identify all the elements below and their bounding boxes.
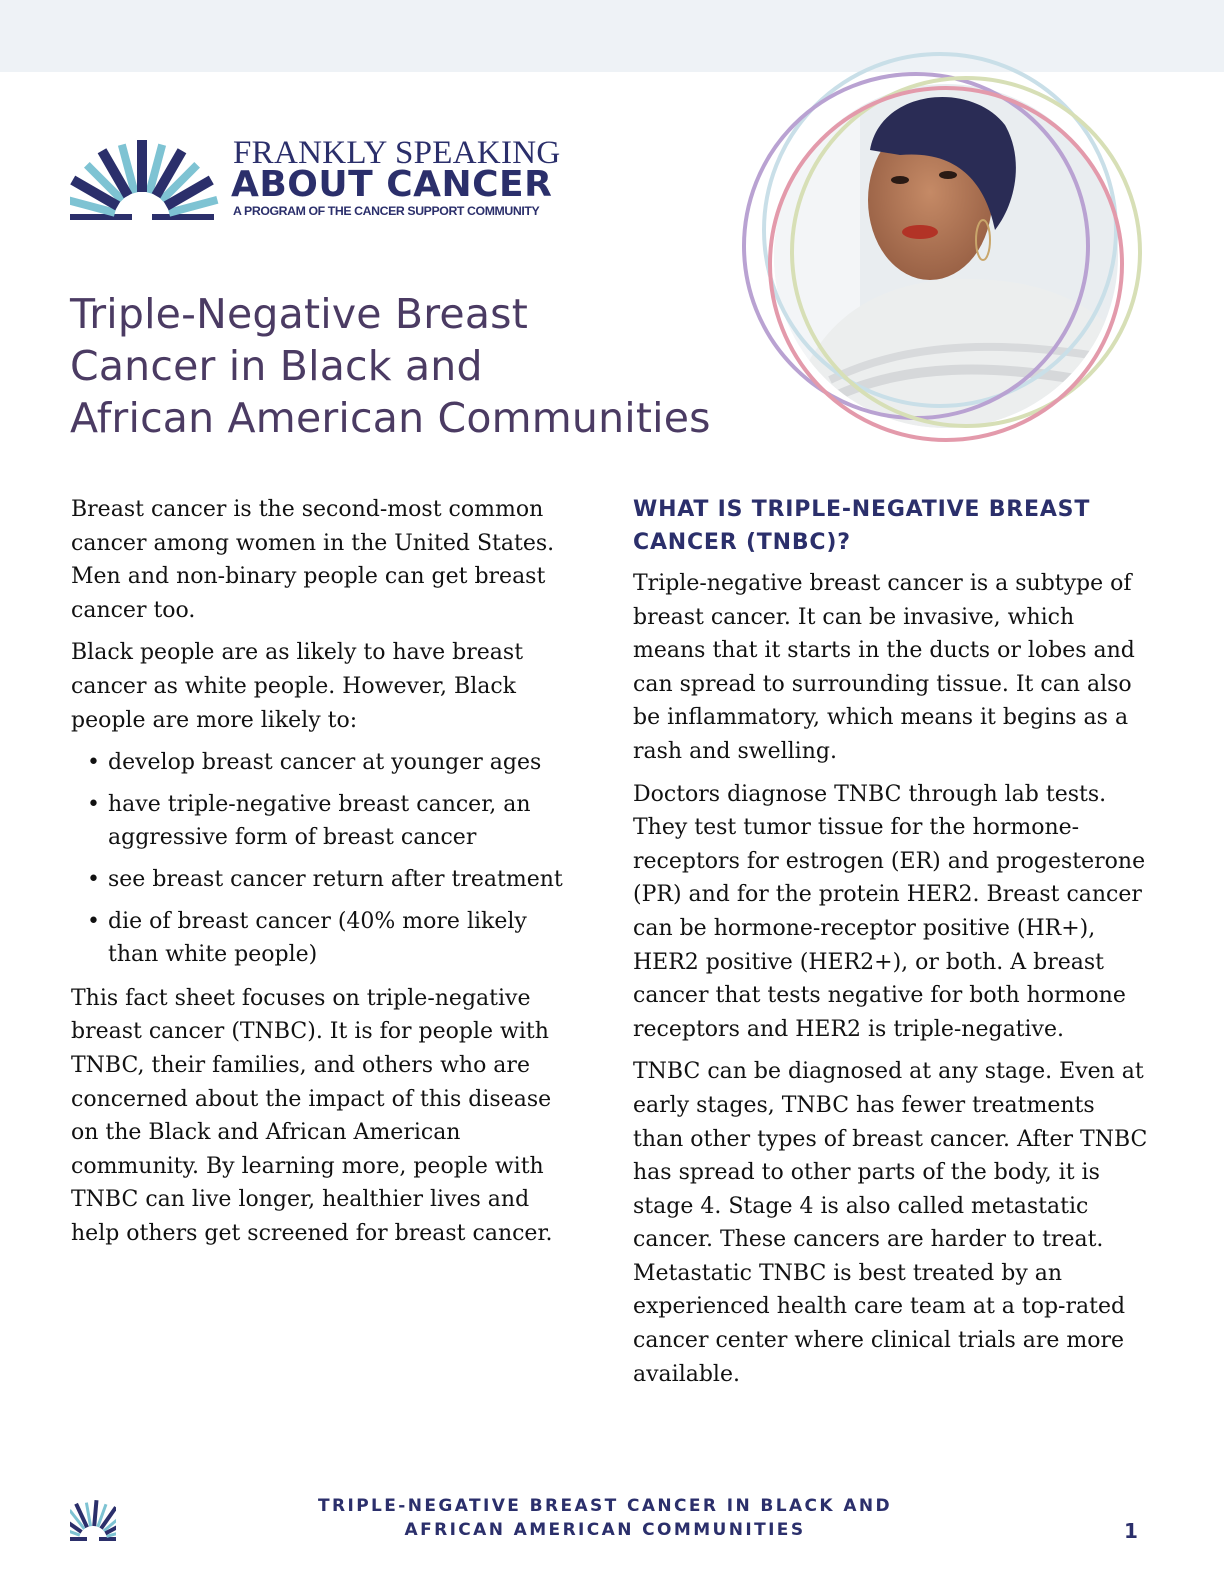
footer-sunburst-icon [70, 1496, 116, 1542]
left-column [71, 493, 571, 1259]
logo-line-2: ABOUT CANCER [231, 164, 553, 205]
definition-paragraph: Triple-negative breast cancer is a subtype of breast cancer. It can be invasive, which means that it starts in the ducts or lobes and can spread to surrounding tissue. It can also be inflammatory, which means it begins as a rash and swelling. [633, 571, 1135, 764]
risk-list [71, 746, 571, 972]
footer-title [300, 1494, 910, 1542]
right-column [633, 493, 1148, 1400]
list-item: • develop breast cancer at younger ages [87, 746, 571, 780]
portrait-photo [740, 30, 1150, 450]
portrait-image [740, 30, 1150, 450]
list-item: • see breast cancer return after treatment [87, 863, 571, 897]
title-line-3: African American Communities [70, 394, 711, 442]
title-line-2: Cancer in Black and [70, 342, 483, 390]
footer-line-2: AFRICAN AMERICAN COMMUNITIES [404, 1520, 806, 1540]
page-title [70, 288, 711, 444]
logo-line-1: FRANKLY SPEAKING [233, 135, 561, 171]
intro-paragraph: Breast cancer is the second-most common cancer among women in the United States. Men and non-binary people can get breast cancer too. [71, 497, 555, 623]
logo-tagline: A PROGRAM OF THE CANCER SUPPORT COMMUNITY [233, 204, 540, 218]
stages-paragraph: TNBC can be diagnosed at any stage. Even at early stages, TNBC has fewer treatments than other types of breast cancer. After TNBC has spread to other parts of the body, it is stage 4. Stage 4 is also called metastatic cancer. These cancers are harder to treat. Metastatic TNBC is best treated by an experienced health care team at a top-rated cancer center where clinical trials are more available. [633, 1059, 1148, 1387]
frankly-speaking-logo [70, 136, 580, 220]
footer-line-1: TRIPLE-NEGATIVE BREAST CANCER IN BLACK AND [317, 1496, 893, 1516]
diagnosis-paragraph: Doctors diagnose TNBC through lab tests. They test tumor tissue for the hormone-receptors for estrogen (ER) and progesterone (PR) and for the protein HER2. Breast cancer can be hormone-receptor positive (HR+), HER2 positive (HER2+), or both. A breast cancer that tests negative for both hormone receptors and HER2 is triple-negative. [633, 781, 1146, 1042]
list-item: • have triple-negative breast cancer, an aggressive form of breast cancer [87, 788, 571, 855]
title-line-1: Triple-Negative Breast [70, 290, 529, 338]
purpose-paragraph: This fact sheet focuses on triple-negative breast cancer (TNBC). It is for people with TNBC, their families, and others who are concerned about the impact of this disease on the Black and African American community. By learning more, people with TNBC can live longer, healthier lives and help others get screened for breast cancer. [71, 985, 553, 1246]
page-number: 1 [1124, 1519, 1138, 1543]
risk-paragraph: Black people are as likely to have breast cancer as white people. However, Black people are more likely to: [71, 640, 524, 733]
section-heading: WHAT IS TRIPLE-NEGATIVE BREAST CANCER (TNBC)? [633, 497, 1091, 555]
list-item: • die of breast cancer (40% more likely than white people) [87, 905, 571, 972]
sunburst-icon [70, 140, 220, 220]
